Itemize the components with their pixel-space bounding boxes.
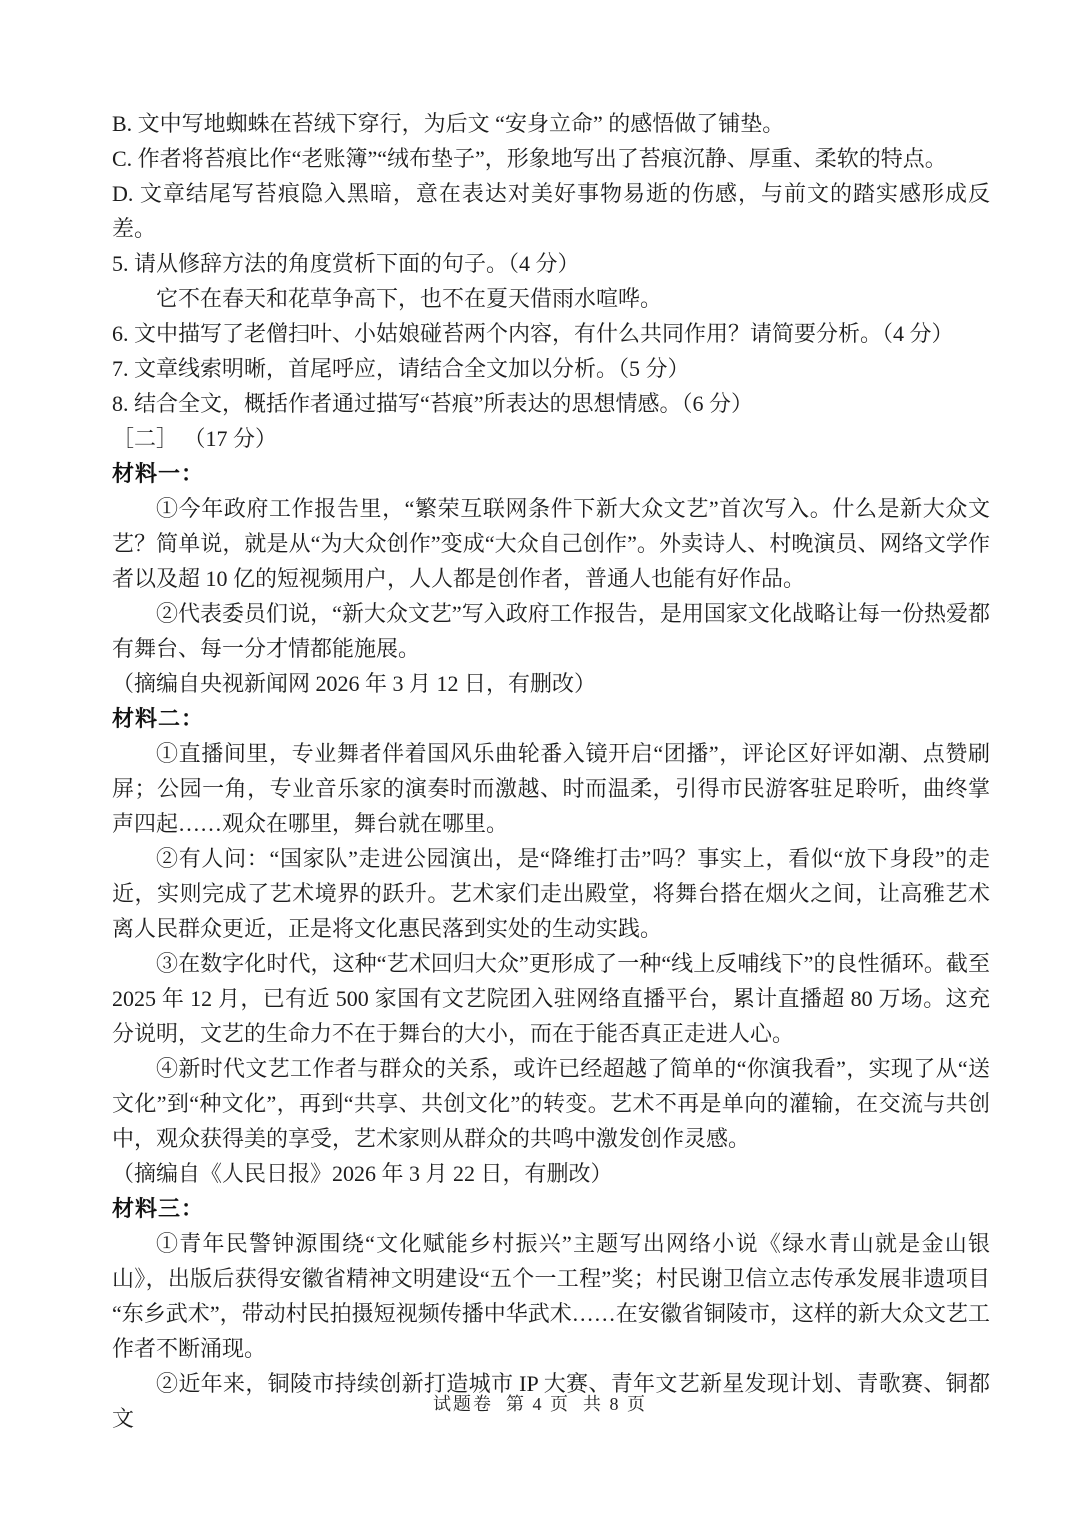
question-6: 6. 文中描写了老僧扫叶、小姑娘碰苔两个内容，有什么共同作用？请简要分析。（4 分） [112,321,954,346]
material-3-header: 材料三： [112,1196,205,1221]
option-c: C. 作者将苔痕比作“老账簿”“绒布垫子”，形象地写出了苔痕沉静、厚重、柔软的特点。 [112,146,947,171]
quoted-sentence: 它不在春天和花草争高下，也不在夏天借雨水喧哗。 [156,286,663,311]
material-2-header: 材料二： [112,706,205,731]
material-2-paragraph-4: ④新时代文艺工作者与群众的关系，或许已经超越了简单的“你演我看”，实现了从“送文化”到“种文化”，再到“共享、共创文化”的转变。艺术不再是单向的灌输，在交流与共创中，观众获得美的享受，艺术家则从群众的共鸣中激发创作灵感。 [112,1056,990,1151]
section-title: ［二］ （17 分） [112,426,278,451]
material-2-paragraph-1: ①直播间里，专业舞者伴着国风乐曲轮番入镜开启“团播”，评论区好评如潮、点赞刷屏；公园一角，专业音乐家的演奏时而激越、时而温柔，引得市民游客驻足聆听，曲终掌声四起……观众在哪里，舞台就在哪里。 [112,741,990,836]
material-1-paragraph-1: ①今年政府工作报告里，“繁荣互联网条件下新大众文艺”首次写入。什么是新大众文艺？简单说，就是从“为大众创作”变成“大众自己创作”。外卖诗人、村晚演员、网络文学作者以及超 10 亿的短视频用户，人人都是创作者，普通人也能有好作品。 [112,496,990,591]
material-2-paragraph-2: ②有人问：“国家队”走进公园演出，是“降维打击”吗？事实上，看似“放下身段”的走近，实则完成了艺术境界的跃升。艺术家们走出殿堂，将舞台搭在烟火之间，让高雅艺术离人民群众更近，正是将文化惠民落到实处的生动实践。 [112,846,990,941]
material-2-paragraph-3: ③在数字化时代，这种“艺术回归大众”更形成了一种“线上反哺线下”的良性循环。截至 2025 年 12 月，已有近 500 家国有文艺院团入驻网络直播平台，累计直播超 80 万场。这充分说明，文艺的生命力不在于舞台的大小，而在于能否真正走进人心。 [112,951,990,1046]
material-2-attribution: （摘编自《人民日报》2026 年 3 月 22 日，有删改） [112,1161,613,1186]
material-1-header: 材料一： [112,461,205,486]
material-1-attribution: （摘编自央视新闻网 2026 年 3 月 12 日，有删改） [112,671,597,696]
question-8: 8. 结合全文，概括作者通过描写“苔痕”所表达的思想情感。（6 分） [112,391,754,416]
page-footer: 试题卷 第 4 页 共 8 页 [433,1394,647,1414]
material-3-paragraph-2: ②近年来，铜陵市持续创新打造城市 IP 大赛、青年文艺新星发现计划、青歌赛、铜都文 [112,1371,990,1431]
question-7: 7. 文章线索明晰，首尾呼应，请结合全文加以分析。（5 分） [112,356,690,381]
option-b: B. 文中写地蜘蛛在苔绒下穿行，为后文 “安身立命” 的感悟做了铺垫。 [112,111,785,136]
option-d: D. 文章结尾写苔痕隐入黑暗，意在表达对美好事物易逝的伤感，与前文的踏实感形成反差。 [112,181,990,241]
question-5: 5. 请从修辞方法的角度赏析下面的句子。（4 分） [112,251,580,276]
material-3-paragraph-1: ①青年民警钟源围绕“文化赋能乡村振兴”主题写出网络小说《绿水青山就是金山银山》，出版后获得安徽省精神文明建设“五个一工程”奖；村民谢卫信立志传承发展非遗项目“东乡武术”，带动村民拍摄短视频传播中华武术……在安徽省铜陵市，这样的新大众文艺工作者不断涌现。 [112,1231,990,1361]
material-1-paragraph-2: ②代表委员们说，“新大众文艺”写入政府工作报告，是用国家文化战略让每一份热爱都有舞台、每一分才情都能施展。 [112,601,990,661]
